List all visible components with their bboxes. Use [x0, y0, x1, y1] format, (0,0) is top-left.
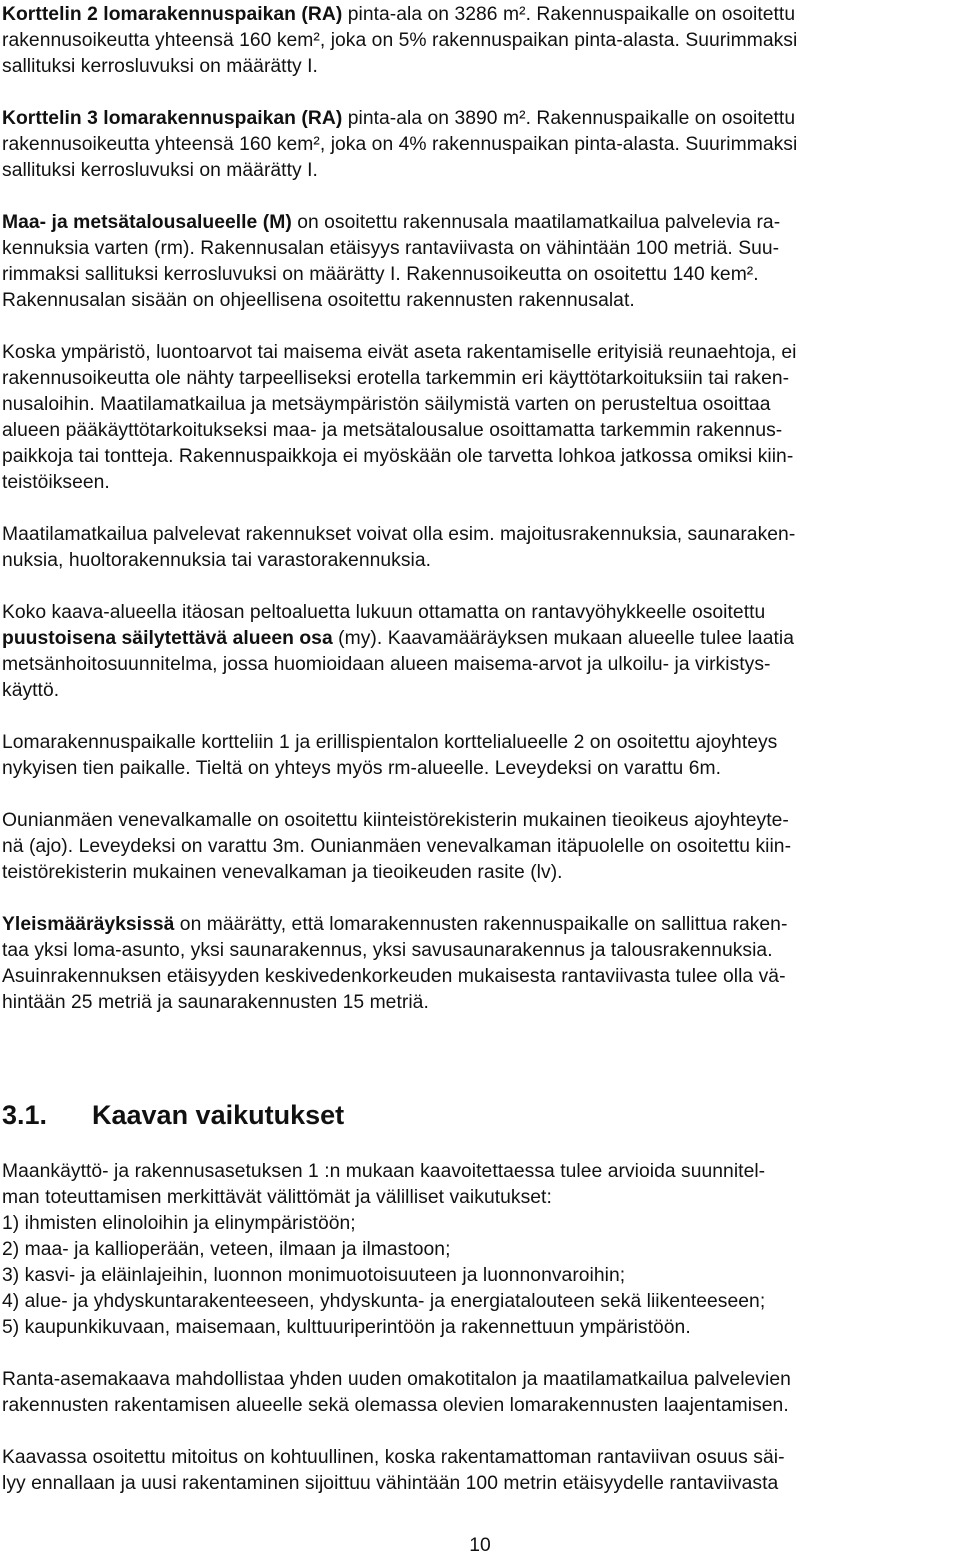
text-run: hintään 25 metriä ja saunarakennusten 15 metriä. — [2, 992, 429, 1013]
text-line — [2, 522, 958, 548]
text-line — [2, 106, 958, 132]
section-title: Kaavan vaikutukset — [92, 1100, 345, 1130]
text-line — [2, 1289, 958, 1315]
text-line — [2, 1211, 958, 1237]
page-number: 10 — [469, 1535, 491, 1556]
text-run: Lomarakennuspaikalle kortteliin 1 ja erillispientalon korttelialueelle 2 on osoitettu ajoyhteys — [2, 732, 778, 753]
text-run: 3) kasvi- ja eläinlajeihin, luonnon monimuotoisuuteen ja luonnonvaroihin; — [2, 1265, 626, 1286]
bold-text: Korttelin 3 lomarakennuspaikan (RA) — [2, 108, 343, 129]
text-run: pinta-ala on 3286 m². Rakennuspaikalle on osoitettu — [342, 4, 796, 25]
text-line — [2, 1393, 958, 1419]
text-line — [2, 990, 958, 1016]
text-line — [2, 2, 958, 28]
bold-text: Korttelin 2 lomarakennuspaikan (RA) — [2, 4, 343, 25]
text-run: paikkoja tai tontteja. Rakennuspaikkoja ei myöskään ole tarvetta lohkoa jatkossa omiksi kiin- — [2, 446, 794, 467]
text-run: rakennusoikeutta yhteensä 160 kem², joka on 4% rakennuspaikan pinta-alasta. Suurimmaksi — [2, 134, 798, 155]
text-line — [2, 158, 958, 184]
text-run: nuksia, huoltorakennuksia tai varastorakennuksia. — [2, 550, 432, 571]
text-run: man toteuttamisen merkittävät välittömät ja välilliset vaikutukset: — [2, 1187, 552, 1208]
text-run: Ounianmäen venevalkamalle on osoitettu kiinteistörekisterin mukainen tieoikeus ajoyhteyte- — [2, 810, 789, 831]
text-line — [2, 1367, 958, 1393]
text-line — [2, 756, 958, 782]
text-line — [2, 834, 958, 860]
text-line — [2, 808, 958, 834]
text-line — [2, 262, 958, 288]
text-run: 4) alue- ja yhdyskuntarakenteeseen, yhdyskunta- ja energiatalouteen sekä liikenteeseen; — [2, 1291, 766, 1312]
text-run: lyy ennallaan ja uusi rakentaminen sijoittuu vähintään 100 metrin etäisyydelle rantaviivasta — [2, 1473, 779, 1494]
text-line — [2, 1471, 958, 1497]
text-line — [2, 236, 958, 262]
text-run: (my). Kaavamääräyksen mukaan alueelle tulee laatia — [332, 628, 794, 649]
section-heading — [2, 1098, 344, 1132]
text-line — [2, 1263, 958, 1289]
text-run: rimmaksi sallituksi kerrosluvuksi on määrätty I. Rakennusoikeutta on osoitettu 140 kem². — [2, 264, 759, 285]
text-run: metsänhoitosuunnitelma, jossa huomioidaan alueen maisema-arvot ja ulkoilu- ja virkistys- — [2, 654, 771, 675]
text-run: taa yksi loma-asunto, yksi saunarakennus, yksi savusaunarakennus ja talousrakennuksia. — [2, 940, 773, 961]
text-run: 2) maa- ja kallioperään, veteen, ilmaan ja ilmastoon; — [2, 1239, 451, 1260]
text-run: Maatilamatkailua palvelevat rakennukset voivat olla esim. majoitusrakennuksia, saunaraken- — [2, 524, 796, 545]
text-run: rakennusten rakentamisen alueelle sekä olemassa olevien lomarakennusten laajentamisen. — [2, 1395, 789, 1416]
text-run: kennuksia varten (rm). Rakennusalan etäisyys rantaviivasta on vähintään 100 metriä. Suu- — [2, 238, 780, 259]
text-line — [2, 366, 958, 392]
text-run: teistöikseen. — [2, 472, 110, 493]
text-run: 5) kaupunkikuvaan, maisemaan, kulttuuriperintöön ja rakennettuun ympäristöön. — [2, 1317, 691, 1338]
text-run: pinta-ala on 3890 m². Rakennuspaikalle on osoitettu — [342, 108, 796, 129]
text-line — [2, 964, 958, 990]
text-run: Maankäyttö- ja rakennusasetuksen 1 :n mukaan kaavoitettaessa tulee arvioida suunnitel- — [2, 1161, 766, 1182]
text-run: alueen pääkäyttötarkoitukseksi maa- ja metsätalousalue osoittamatta tarkemmin rakennus- — [2, 420, 783, 441]
text-run: Koska ympäristö, luontoarvot tai maisema eivät aseta rakentamiselle erityisiä reunaehtoja, ei — [2, 342, 797, 363]
text-line — [2, 548, 958, 574]
text-run: käyttö. — [2, 680, 60, 701]
text-run: on määrätty, että lomarakennusten rakennuspaikalle on sallittua raken- — [174, 914, 788, 935]
text-line — [2, 730, 958, 756]
text-run: Rakennusalan sisään on ohjeellisena osoitettu rakennusten rakennusalat. — [2, 290, 635, 311]
text-run: rakennusoikeutta ole nähty tarpeelliseksi erotella tarkemmin eri käyttötarkoituksiin tai raken- — [2, 368, 790, 389]
text-line — [2, 340, 958, 366]
text-run: Koko kaava-alueella itäosan peltoaluetta lukuun ottamatta on rantavyöhykkeelle osoitettu — [2, 602, 766, 623]
text-line — [2, 652, 958, 678]
bold-text: puustoisena säilytettävä alueen osa — [2, 628, 333, 649]
text-line — [2, 210, 958, 236]
text-line — [2, 132, 958, 158]
text-line — [2, 1185, 958, 1211]
text-run: Kaavassa osoitettu mitoitus on kohtuullinen, koska rakentamattoman rantaviivan osuus säi- — [2, 1447, 785, 1468]
text-run: Ranta-asemakaava mahdollistaa yhden uuden omakotitalon ja maatilamatkailua palvelevien — [2, 1369, 791, 1390]
text-line — [2, 678, 958, 704]
text-line — [2, 470, 958, 496]
text-run: teistörekisterin mukainen venevalkaman ja tieoikeuden rasite (lv). — [2, 862, 563, 883]
text-line — [2, 28, 958, 54]
bold-text: Yleismääräyksissä — [2, 914, 175, 935]
text-line — [2, 938, 958, 964]
text-line — [2, 1159, 958, 1185]
text-line — [2, 418, 958, 444]
text-line — [2, 288, 958, 314]
text-line — [2, 392, 958, 418]
text-line — [2, 1237, 958, 1263]
text-run: sallituksi kerrosluvuksi on määrätty I. — [2, 56, 318, 77]
text-line — [2, 1315, 958, 1341]
text-line — [2, 860, 958, 886]
text-run: Asuinrakennuksen etäisyyden keskivedenkorkeuden mukaisesta rantaviivasta tulee olla vä- — [2, 966, 786, 987]
text-run: nykyisen tien paikalle. Tieltä on yhteys myös rm-alueelle. Leveydeksi on varattu 6m. — [2, 758, 722, 779]
text-line — [2, 626, 958, 652]
text-run: on osoitettu rakennusala maatilamatkailua palvelevia ra- — [291, 212, 781, 233]
text-run: sallituksi kerrosluvuksi on määrätty I. — [2, 160, 318, 181]
text-run: nä (ajo). Leveydeksi on varattu 3m. Ounianmäen venevalkaman itäpuolelle on osoitettu kiin- — [2, 836, 792, 857]
text-line — [2, 1445, 958, 1471]
bold-text: Maa- ja metsätalousalueelle (M) — [2, 212, 292, 233]
text-line — [2, 54, 958, 80]
text-line — [2, 912, 958, 938]
text-run: 1) ihmisten elinoloihin ja elinympäristöön; — [2, 1213, 356, 1234]
text-line — [2, 600, 958, 626]
text-run: rakennusoikeutta yhteensä 160 kem², joka on 5% rakennuspaikan pinta-alasta. Suurimmaksi — [2, 30, 798, 51]
section-number: 3.1. — [2, 1100, 48, 1130]
text-run: nusaloihin. Maatilamatkailua ja metsäympäristön säilymistä varten on perusteltua osoittaa — [2, 394, 771, 415]
text-line — [2, 444, 958, 470]
